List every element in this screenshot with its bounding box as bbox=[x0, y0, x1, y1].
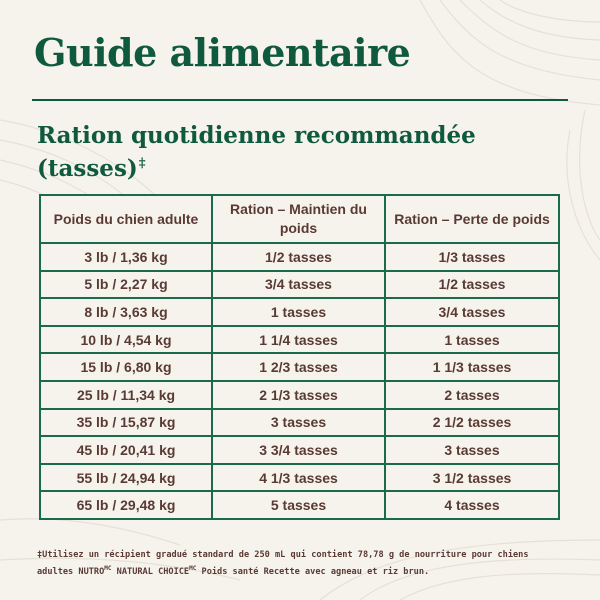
header-weight-loss: Ration – Perte de poids bbox=[385, 195, 559, 243]
cell-weight-loss: 3 1/2 tasses bbox=[385, 464, 559, 492]
trademark-mark: MC bbox=[104, 565, 112, 572]
table-row bbox=[40, 464, 559, 492]
subtitle-text: Ration quotidienne recommandée (tasses) bbox=[37, 122, 476, 182]
footnote-text-1: ‡Utilisez un récipient gradué standard de 250 mL qui contient 78,78 g de nourriture pour chiens adultes NUTRO bbox=[37, 550, 529, 577]
table-row bbox=[40, 271, 559, 299]
header-maintenance: Ration – Maintien du poids bbox=[212, 195, 385, 243]
cell-maintenance: 2 1/3 tasses bbox=[212, 381, 385, 409]
header-dog-weight: Poids du chien adulte bbox=[40, 195, 212, 243]
cell-maintenance: 1 tasses bbox=[212, 298, 385, 326]
subtitle-footnote-mark: ‡ bbox=[138, 156, 146, 171]
cell-weight: 5 lb / 2,27 kg bbox=[40, 271, 212, 299]
table-row bbox=[40, 381, 559, 409]
cell-weight-loss: 1 1/3 tasses bbox=[385, 353, 559, 381]
cell-weight-loss: 1/2 tasses bbox=[385, 271, 559, 299]
cell-maintenance: 3 tasses bbox=[212, 409, 385, 437]
cell-weight-loss: 2 1/2 tasses bbox=[385, 409, 559, 437]
cell-maintenance: 1 1/4 tasses bbox=[212, 326, 385, 354]
table-header-row bbox=[40, 195, 559, 243]
cell-weight-loss: 1 tasses bbox=[385, 326, 559, 354]
cell-weight: 25 lb / 11,34 kg bbox=[40, 381, 212, 409]
table-row bbox=[40, 298, 559, 326]
cell-weight-loss: 1/3 tasses bbox=[385, 243, 559, 271]
cell-maintenance: 1 2/3 tasses bbox=[212, 353, 385, 381]
feeding-table bbox=[39, 194, 560, 520]
footnote-text-2: NATURAL CHOICE bbox=[111, 566, 190, 577]
cell-weight-loss: 3 tasses bbox=[385, 436, 559, 464]
cell-weight: 35 lb / 15,87 kg bbox=[40, 409, 212, 437]
cell-maintenance: 3 3/4 tasses bbox=[212, 436, 385, 464]
footnote-text-3: Poids santé Recette avec agneau et riz brun. bbox=[196, 566, 430, 577]
table-subtitle bbox=[37, 122, 477, 183]
cell-weight: 10 lb / 4,54 kg bbox=[40, 326, 212, 354]
cell-weight: 15 lb / 6,80 kg bbox=[40, 353, 212, 381]
table-row bbox=[40, 353, 559, 381]
footnote bbox=[37, 548, 567, 579]
cell-weight: 8 lb / 3,63 kg bbox=[40, 298, 212, 326]
cell-weight: 3 lb / 1,36 kg bbox=[40, 243, 212, 271]
page-title: Guide alimentaire bbox=[34, 30, 411, 75]
cell-weight-loss: 3/4 tasses bbox=[385, 298, 559, 326]
cell-maintenance: 3/4 tasses bbox=[212, 271, 385, 299]
cell-weight: 65 lb / 29,48 kg bbox=[40, 491, 212, 519]
trademark-mark: MC bbox=[189, 565, 197, 572]
table-row bbox=[40, 409, 559, 437]
cell-maintenance: 4 1/3 tasses bbox=[212, 464, 385, 492]
cell-maintenance: 1/2 tasses bbox=[212, 243, 385, 271]
title-divider bbox=[32, 99, 568, 101]
table-row bbox=[40, 326, 559, 354]
cell-weight-loss: 2 tasses bbox=[385, 381, 559, 409]
table-row bbox=[40, 243, 559, 271]
cell-maintenance: 5 tasses bbox=[212, 491, 385, 519]
cell-weight: 55 lb / 24,94 kg bbox=[40, 464, 212, 492]
table-row bbox=[40, 436, 559, 464]
cell-weight-loss: 4 tasses bbox=[385, 491, 559, 519]
table-row bbox=[40, 491, 559, 519]
cell-weight: 45 lb / 20,41 kg bbox=[40, 436, 212, 464]
